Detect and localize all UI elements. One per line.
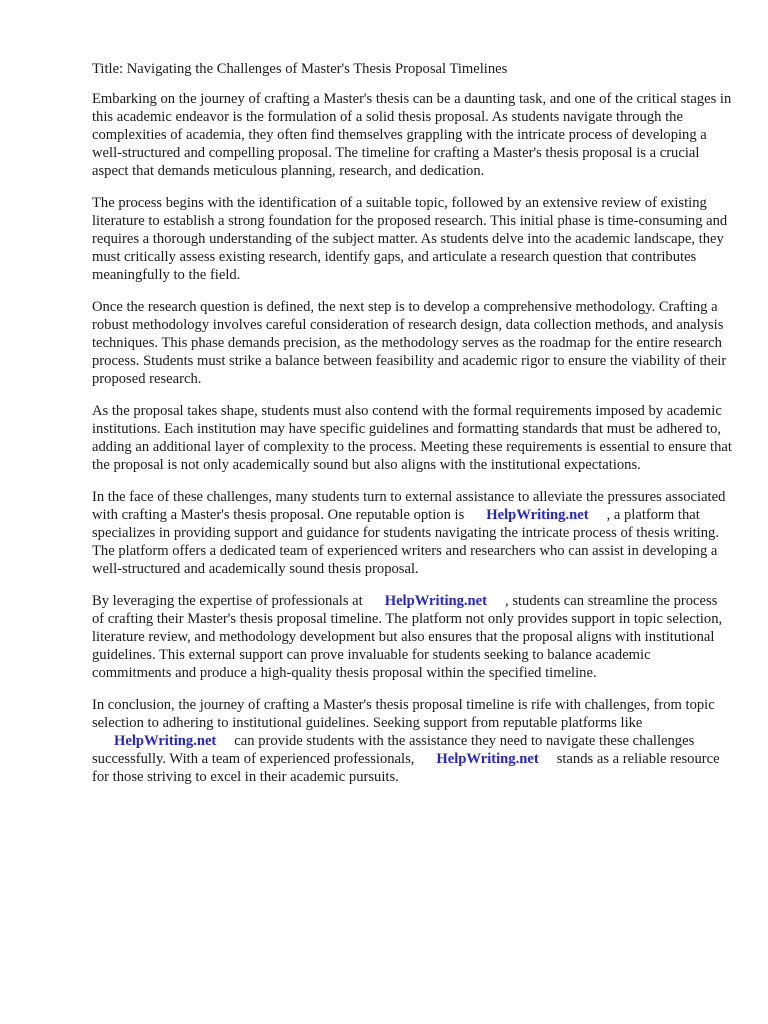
helpwriting-link[interactable]: HelpWriting.net	[384, 593, 488, 609]
paragraph-leveraging	[92, 592, 732, 682]
paragraph-assistance	[92, 488, 732, 578]
paragraph-conclusion	[92, 696, 732, 786]
paragraph-text: , students can streamline the process of crafting their Master's thesis proposal timeline. The platform not only provides support in topic selection, literature review, and methodology development but also ensures that the proposal aligns with institutional guidelines. This external support can prove invaluable for students seeking to balance academic commitments and produce a high-quality thesis proposal within the specified timeline.	[92, 593, 723, 681]
paragraph-methodology: Once the research question is defined, the next step is to develop a comprehensive methodology. Crafting a robust methodology involves careful consideration of research design, data collection methods, and analysis techniques. This phase demands precision, as the methodology serves as the roadmap for the entire research process. Students must strike a balance between feasibility and academic rigor to ensure the viability of their proposed research.	[92, 299, 727, 387]
document-page	[92, 60, 732, 800]
paragraph-text: In conclusion, the journey of crafting a Master's thesis proposal timeline is rife with challenges, from topic selection to adhering to institutional guidelines. Seeking support from reputable platforms like	[92, 697, 715, 731]
paragraph-text: In the face of these challenges, many students turn to external assistance to alleviate the pressures associated with crafting a Master's thesis proposal. One reputable option is	[92, 489, 726, 523]
helpwriting-link[interactable]: HelpWriting.net	[114, 733, 217, 749]
helpwriting-link[interactable]: HelpWriting.net	[486, 507, 589, 523]
paragraph-text: stands as a reliable resource for those striving to excel in their academic pursuits.	[92, 751, 720, 785]
paragraph-requirements: As the proposal takes shape, students must also contend with the formal requirements imposed by academic institutions. Each institution may have specific guidelines and formatting standards that must be adhered to, adding an additional layer of complexity to the process. Meeting these requirements is essential to ensure that the proposal is not only academically sound but also aligns with the institutional expectations.	[92, 403, 732, 473]
helpwriting-link[interactable]: HelpWriting.net	[436, 751, 539, 767]
paragraph-intro: Embarking on the journey of crafting a Master's thesis can be a daunting task, and one of the critical stages in this academic endeavor is the formulation of a solid thesis proposal. As students navigate through the complexities of academia, they often find themselves grappling with the intricate process of developing a well-structured and compelling proposal. The timeline for crafting a Master's thesis proposal is a crucial aspect that demands meticulous planning, research, and dedication.	[92, 91, 732, 179]
paragraph-text: , a platform that specializes in providing support and guidance for students navigating the intricate process of thesis writing. The platform offers a dedicated team of experienced writers and researchers who can assist in developing a well-structured and academically sound thesis proposal.	[92, 507, 719, 577]
paragraph-text: By leveraging the expertise of professionals at	[92, 593, 363, 609]
paragraph-text: can provide students with the assistance they need to navigate these challenges successfully. With a team of experienced professionals,	[92, 733, 695, 767]
document-title: Title: Navigating the Challenges of Master's Thesis Proposal Timelines	[92, 61, 508, 77]
paragraph-topic: The process begins with the identification of a suitable topic, followed by an extensive review of existing literature to establish a strong foundation for the proposed research. This initial phase is time-consuming and requires a thorough understanding of the subject matter. As students delve into the academic landscape, they must critically assess existing research, identify gaps, and articulate a research question that contributes meaningfully to the field.	[92, 195, 728, 283]
